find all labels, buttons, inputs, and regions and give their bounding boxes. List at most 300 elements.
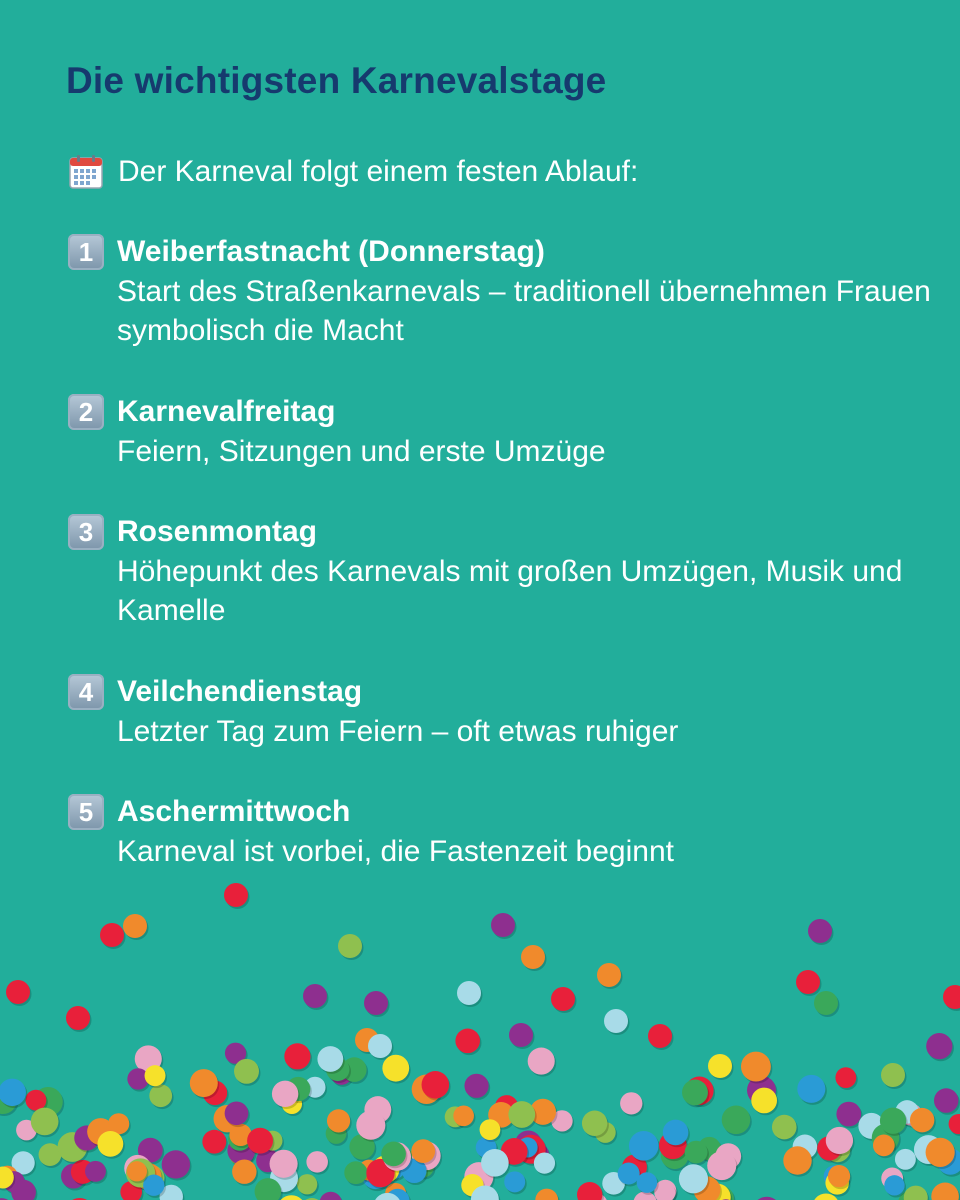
confetti-shadow [129,1070,150,1091]
confetti-shadow [749,1078,778,1107]
confetti-dot [383,1156,406,1179]
confetti-dot [386,1189,410,1200]
confetti-dot [358,1160,379,1181]
confetti-shadow [357,1030,381,1054]
confetti-shadow [370,1036,394,1060]
day-title: Rosenmontag [117,515,318,548]
confetti-dot [551,1110,572,1131]
confetti-dot [304,1077,325,1098]
confetti-dot [445,1106,466,1127]
confetti-dot [160,1185,183,1200]
confetti-dot [12,1151,35,1174]
confetti-shadow [686,1143,709,1166]
confetti-dot [826,1127,853,1154]
confetti-shadow [446,1108,467,1129]
confetti-shadow [136,1047,163,1074]
confetti-shadow [881,1110,907,1136]
confetti-dot [317,1046,343,1072]
confetti-shadow [531,1101,557,1127]
confetti-dot [884,1175,904,1195]
confetti-shadow [664,1122,690,1148]
confetti-dot [517,1135,546,1164]
confetti-dot [342,1057,367,1082]
confetti-shadow [126,1157,153,1184]
confetti-dot [127,1068,148,1089]
confetti-dot [149,1084,172,1107]
confetti-shadow [415,1159,436,1180]
confetti-dot [87,1118,114,1145]
confetti-shadow [191,1071,219,1099]
confetti-shadow [332,1065,354,1087]
confetti-shadow [911,1110,935,1134]
confetti-dot [25,1090,46,1111]
confetti-shadow [163,1152,191,1180]
confetti-shadow [553,989,577,1013]
confetti-dot [229,1124,251,1146]
number-3-icon: 3 [68,514,104,550]
page-title: Die wichtigsten Karnevalstage [66,60,607,101]
confetti-shadow [272,1166,300,1194]
confetti-dot [61,1164,86,1189]
confetti-dot [495,1095,518,1118]
confetti-shadow [816,993,840,1017]
confetti-shadow [630,1133,660,1163]
confetti-dot [297,1174,317,1194]
confetti-shadow [578,1184,603,1200]
confetti-dot [817,1136,841,1160]
confetti-dot [16,1120,37,1141]
confetti-shadow [343,1059,368,1084]
confetti-dot [349,1134,374,1159]
confetti-dot [203,1081,228,1106]
confetti-dot [508,1101,535,1128]
confetti-shadow [459,983,483,1007]
confetti-dot [455,1029,480,1054]
day-title: Weiberfastnacht (Donnerstag) [117,235,545,268]
confetti-shadow [710,1056,734,1080]
confetti-shadow [226,1103,250,1127]
confetti-dot [751,1088,777,1114]
confetti-dot [637,1172,658,1193]
confetti-dot [622,1155,647,1180]
confetti-shadow [40,1145,63,1168]
confetti-dot [835,1067,856,1088]
confetti-shadow [798,972,822,996]
confetti-dot [382,1055,409,1082]
confetti-dot [880,1108,906,1134]
confetti-shadow [457,1031,482,1056]
confetti-shadow [493,915,517,939]
confetti-shadow [466,1076,490,1100]
confetti-shadow [860,1115,886,1141]
number-1-icon: 1 [68,234,104,270]
confetti-dot [71,1160,95,1184]
confetti-shadow [230,1130,253,1153]
confetti-dot [595,1122,616,1143]
confetti-shadow [874,1137,896,1159]
confetti-dot [228,1128,251,1151]
confetti-dot [162,1150,190,1178]
confetti-shadow [366,1098,393,1125]
confetti-shadow [819,1138,843,1162]
confetti-shadow [472,1187,500,1200]
confetti-dot [227,1137,255,1165]
confetti-shadow [72,1162,96,1186]
confetti-shadow [364,1164,392,1192]
confetti-dot [873,1135,895,1157]
confetti-dot [501,1138,528,1165]
confetti-dot [836,1102,861,1127]
confetti-dot [509,1023,533,1047]
confetti-dot [535,1189,558,1200]
confetti-dot [517,1137,537,1157]
confetti-shadow [710,1188,736,1200]
confetti-shadow [635,1193,659,1200]
confetti-dot [825,1171,849,1195]
confetti-shadow [537,1191,560,1200]
confetti-shadow [883,1170,905,1192]
intro-line [68,152,638,192]
confetti-shadow [0,1168,15,1190]
confetti-dot [135,1163,162,1190]
confetti-dot [618,1163,640,1185]
confetti-shadow [375,1195,403,1200]
confetti-shadow [0,1168,19,1188]
confetti-shadow [829,1167,851,1189]
confetti-shadow [384,1158,407,1181]
confetti-dot [872,1124,900,1152]
confetti-dot [898,1191,922,1200]
confetti-shadow [529,1050,556,1077]
confetti-dot [648,1024,672,1048]
confetti-shadow [939,1150,960,1176]
confetti-dot [812,1193,839,1200]
confetti-dot [319,1192,341,1200]
confetti-dot [272,1081,298,1107]
confetti-dot [270,1150,298,1178]
confetti-dot [362,1162,390,1190]
confetti-dot [701,1183,726,1200]
confetti-dot [504,1171,525,1192]
confetti-dot [881,1168,903,1190]
day-item-2 [68,392,948,471]
confetti-dot [581,1193,609,1200]
confetti-shadow [373,1157,401,1185]
confetti-dot [926,1138,955,1167]
number-2-icon: 2 [68,394,104,430]
confetti-dot [620,1092,642,1114]
confetti-shadow [933,1185,960,1200]
confetti-shadow [125,916,149,940]
confetti-shadow [368,1161,396,1189]
day-title: Karnevalfreitag [117,395,336,428]
confetti-dot [814,991,838,1015]
confetti-dot [685,1077,714,1106]
confetti-dot [796,970,820,994]
confetti-shadow [873,1126,901,1154]
confetti-dot [422,1071,450,1099]
confetti-shadow [680,1166,709,1195]
confetti-dot [330,1063,352,1085]
confetti-shadow [799,1077,827,1105]
confetti-shadow [742,1054,772,1084]
confetti-dot [453,1105,474,1126]
confetti-dot [394,1149,415,1170]
confetti-dot [385,1183,406,1200]
confetti-shadow [423,1073,451,1101]
confetti-dot [528,1048,555,1075]
confetti-dot [685,1141,708,1164]
confetti-dot [225,1101,249,1125]
confetti-shadow [837,1069,858,1090]
confetti-shadow [63,1166,88,1191]
confetti-dot [659,1131,687,1159]
confetti-shadow [535,1154,556,1175]
confetti-dot [633,1191,657,1200]
confetti-dot [225,1043,246,1064]
confetti-dot [715,1143,741,1169]
confetti-dot [143,1175,164,1196]
confetti-dot [412,1074,442,1104]
confetti-dot [364,1096,391,1123]
confetti-dot [895,1100,919,1124]
confetti-shadow [825,1167,847,1189]
confetti-shadow [656,1184,677,1200]
confetti-shadow [928,1035,954,1061]
confetti-shadow [827,1173,851,1197]
confetti-dot [364,991,388,1015]
confetti-dot [464,1162,493,1191]
confetti-dot [85,1161,106,1182]
confetti-shadow [705,1186,732,1200]
confetti-shadow [915,1137,944,1166]
confetti-shadow [490,1104,516,1130]
confetti-dot [413,1157,434,1178]
confetti-shadow [466,1164,495,1193]
confetti-dot [704,1184,731,1200]
confetti-shadow [236,1061,261,1086]
confetti-dot [926,1033,952,1059]
confetti-shadow [413,1141,437,1165]
day-title: Aschermittwoch [117,795,351,828]
day-description: Höhepunkt des Karnevals mit großen Umzügen, Musik und Kamelle [117,555,903,627]
confetti-dot [682,1079,708,1105]
confetti-shadow [145,1177,166,1198]
confetti-shadow [264,1133,284,1153]
confetti-shadow [582,1195,610,1200]
confetti-shadow [699,1139,722,1162]
confetti-shadow [650,1026,674,1050]
confetti-dot [934,1088,958,1112]
confetti-shadow [463,1176,485,1198]
confetti-shadow [358,1113,387,1142]
confetti-shadow [529,1146,550,1167]
confetti-dot [338,934,362,958]
confetti-dot [108,1113,129,1134]
confetti-dot [0,1166,18,1186]
confetti-shadow [510,1103,537,1130]
confetti-shadow [455,1107,476,1128]
confetti-dot [120,1181,142,1200]
confetti-dot [793,1135,818,1160]
confetti-shadow [945,987,960,1011]
confetti-dot [326,1058,349,1081]
confetti-dot [411,1139,435,1163]
intro-text: Der Karneval folgt einem festen Ablauf: [118,155,639,188]
confetti-dot [491,913,515,937]
confetti-dot [100,923,124,947]
confetti-shadow [950,1116,960,1136]
confetti-shadow [403,1160,428,1185]
confetti-dot [123,914,147,938]
confetti-shadow [896,1151,917,1172]
confetti-dot [597,963,621,987]
confetti-shadow [810,921,834,945]
confetti-shadow [516,1133,543,1160]
confetti-shadow [827,1129,854,1156]
confetti-dot [326,1123,347,1144]
confetti-shadow [619,1165,641,1187]
confetti-dot [74,1125,99,1150]
confetti-shadow [32,1110,60,1138]
confetti-shadow [886,1177,906,1197]
day-description: Start des Straßenkarnevals – traditionell übernehmen Frauen symbolisch die Macht [117,275,931,347]
confetti-shadow [413,1143,442,1172]
confetti-dot [286,1077,310,1101]
confetti-shadow [215,1107,242,1134]
confetti-shadow [102,925,126,949]
confetti-shadow [519,1139,539,1159]
confetti-dot [366,1159,394,1187]
confetti-dot [783,1146,811,1174]
confetti-dot [488,1102,514,1128]
confetti-shadow [638,1174,659,1195]
confetti-shadow [624,1157,649,1182]
confetti-dot [33,1087,62,1116]
confetti-dot [707,1151,736,1180]
confetti-dot [58,1132,88,1162]
confetti-dot [824,1136,850,1162]
confetti-dot [461,1174,483,1196]
confetti-dot [247,1128,273,1154]
confetti-shadow [231,1126,253,1148]
confetti-dot [910,1108,934,1132]
confetti-dot [476,1137,497,1158]
confetti-shadow [18,1122,39,1143]
confetti-shadow [139,1140,164,1165]
confetti-shadow [230,1143,254,1167]
confetti-dot [797,1075,825,1103]
confetti-shadow [340,936,364,960]
confetti-dot [931,1183,959,1200]
confetti-shadow [900,1193,924,1200]
confetti-dot [229,1141,253,1165]
confetti-dot [327,1109,350,1132]
confetti-dot [908,1109,928,1129]
confetti-dot [3,1171,24,1192]
confetti-dot [277,1195,306,1200]
confetti-shadow [604,1174,627,1197]
confetti-dot [895,1149,916,1170]
confetti-shadow [319,1048,345,1074]
confetti-dot [661,1141,689,1169]
confetti-shadow [384,1057,411,1084]
confetti-shadow [305,986,329,1010]
confetti-dot [663,1120,689,1146]
day-description: Karneval ist vorbei, die Fastenzeit beginnt [117,835,674,868]
confetti-shadow [76,1127,101,1152]
confetti-shadow [0,1081,27,1108]
confetti-shadow [717,1145,743,1171]
confetti-shadow [204,1132,228,1156]
confetti-shadow [8,982,32,1006]
confetti-shadow [226,885,250,909]
confetti-shadow [656,1182,678,1200]
confetti-shadow [68,1008,92,1032]
confetti-shadow [606,1011,630,1035]
day-item-5 [68,792,948,871]
confetti-dot [97,1131,123,1157]
confetti-shadow [583,1113,608,1138]
confetti-dot [480,1119,501,1140]
confetti-dot [356,1111,385,1140]
day-description: Feiern, Sitzungen und erste Umzüge [117,435,606,468]
confetti-dot [602,1172,625,1195]
confetti-dot [824,1165,846,1187]
confetti-dot [202,1130,226,1154]
confetti-shadow [308,1153,330,1175]
confetti-dot [515,1131,542,1158]
confetti-shadow [122,1183,144,1200]
confetti-dot [828,1165,850,1187]
confetti-shadow [204,1083,229,1108]
confetti-shadow [826,1138,852,1164]
confetti-dot [306,1151,328,1173]
confetti-shadow [622,1094,644,1116]
confetti-dot [708,1054,732,1078]
confetti-dot [464,1074,488,1098]
confetti-shadow [234,1161,258,1185]
confetti-dot [368,1034,392,1058]
confetti-shadow [506,1173,527,1194]
confetti-shadow [360,1162,381,1183]
confetti-dot [698,1137,721,1160]
confetti-dot [741,1052,771,1082]
confetti-shadow [99,1133,125,1159]
confetti-shadow [256,1180,283,1200]
day-title: Veilchendienstag [117,675,363,708]
confetti-dot [138,1138,163,1163]
confetti-dot [355,1028,379,1052]
confetti-dot [481,1149,509,1177]
confetti-shadow [905,1188,929,1200]
day-item-1 [68,232,948,350]
confetti-dot [383,1143,411,1171]
confetti-dot [224,883,248,907]
confetti-dot [256,1149,279,1172]
confetti-shadow [306,1079,327,1100]
confetti-dot [604,1009,628,1033]
confetti-dot [654,1180,676,1200]
confetti-shadow [523,947,547,971]
confetti-dot [135,1045,162,1072]
confetti-shadow [327,1125,348,1146]
confetti-shadow [814,1195,841,1200]
confetti-shadow [299,1176,319,1196]
confetti-dot [914,1135,943,1164]
confetti-dot [139,1165,165,1191]
calendar-icon [68,154,104,190]
